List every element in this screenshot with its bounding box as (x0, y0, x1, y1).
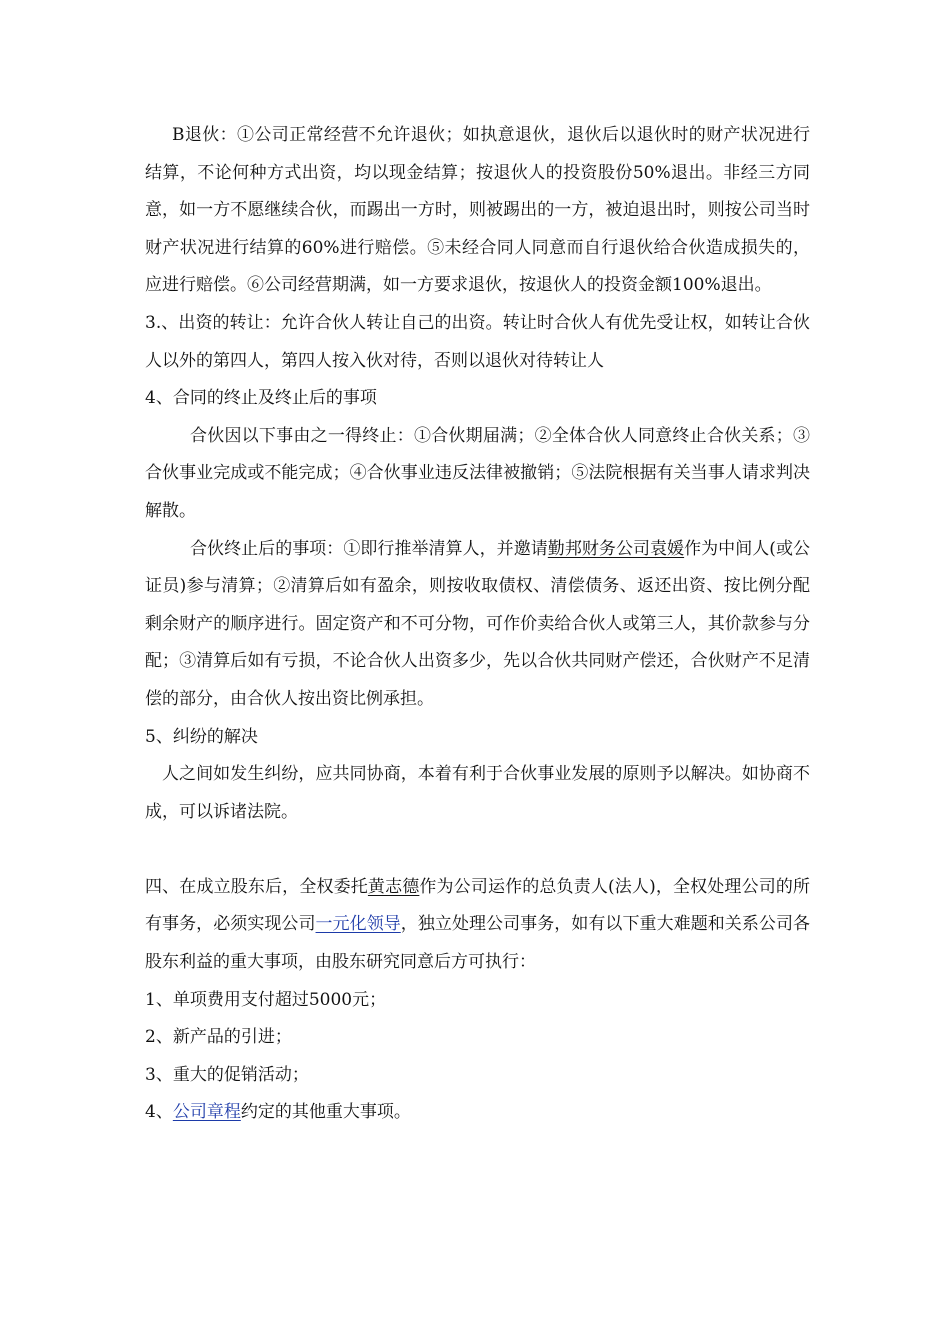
section-b-paragraph: B退伙：①公司正常经营不允许退伙；如执意退伙，退伙后以退伙时的财产状况进行结算，不论何种方式出资，均以现金结算；按退伙人的投资股份50%退出。非经三方同意，如一方不愿继续合伙，而踢出一方时，则被踢出的一方，被迫退出时，则按公司当时财产状况进行结算的60%进行赔偿。⑤未经合同人同意而自行退伙给合伙造成损失的，应进行赔偿。⑥公司经营期满，如一方要求退伙，按退伙人的投资金额100%退出。 (145, 125, 810, 296)
section-four-intro-paragraph (145, 869, 810, 982)
liquidation-agent-name: 勤邦财务公司袁媛 (547, 538, 685, 559)
section-four-item-1: 1、单项费用支付超过5000元； (145, 989, 387, 1010)
document-body (145, 117, 810, 1132)
item-4-heading: 4、合同的终止及终止后的事项 (145, 388, 377, 409)
section-four-item-2: 2、新产品的引进； (145, 1027, 292, 1048)
section-four-text-middle: 作为公司运作的总负责人(法人)，全权处理公司的所有事务，必须实现公司 (145, 876, 811, 935)
item-3-paragraph: 3.、出资的转让：允许合伙人转让自己的出资。转让时合伙人有优先受让权，如转让合伙人以外的第四人，第四人按入伙对待，否则以退伙对待转让人 (145, 312, 810, 371)
item-4-after-termination-paragraph (145, 531, 810, 719)
section-four-item-4-prefix: 4、 (145, 1102, 173, 1123)
unified-leadership-link[interactable]: 一元化领导 (315, 914, 401, 935)
company-charter-link[interactable]: 公司章程 (172, 1102, 241, 1123)
section-four-text-start: 四、在成立股东后，全权委托 (145, 876, 368, 897)
after-termination-text-start: 合伙终止后的事项：①即行推举清算人，并邀请 (190, 538, 548, 559)
after-termination-text-end: 作为中间人(或公证员)参与清算；②清算后如有盈余，则按收取债权、清偿债务、返还出资、按比例分配剩余财产的顺序进行。固定资产和不可分物，可作价卖给合伙人或第三人，其价款参与分配；③清算后如有亏损，不论合伙人出资多少，先以合伙共同财产偿还，合伙财产不足清偿的部分，由合伙人按出资比例承担。 (145, 538, 811, 709)
blank-line (145, 831, 810, 869)
section-four-text-end: ，独立处理公司事务，如有以下重大难题和关系公司各股东利益的重大事项，由股东研究同意后方可执行： (145, 914, 811, 973)
item-4-termination-paragraph: 合伙因以下事由之一得终止：①合伙期届满；②全体合伙人同意终止合伙关系；③合伙事业完成或不能完成；④合伙事业违反法律被撤销；⑤法院根据有关当事人请求判决解散。 (145, 425, 810, 521)
section-four-item-4 (145, 1094, 810, 1132)
item-5-heading: 5、纠纷的解决 (145, 726, 258, 747)
item-5-dispute-paragraph: 人之间如发生纠纷，应共同协商，本着有利于合伙事业发展的原则予以解决。如协商不成，可以诉诸法院。 (145, 764, 810, 822)
legal-representative-name: 黄志德 (367, 876, 420, 897)
section-four-item-4-suffix: 约定的其他重大事项。 (240, 1102, 411, 1123)
section-four-item-3: 3、重大的促销活动； (145, 1064, 309, 1085)
